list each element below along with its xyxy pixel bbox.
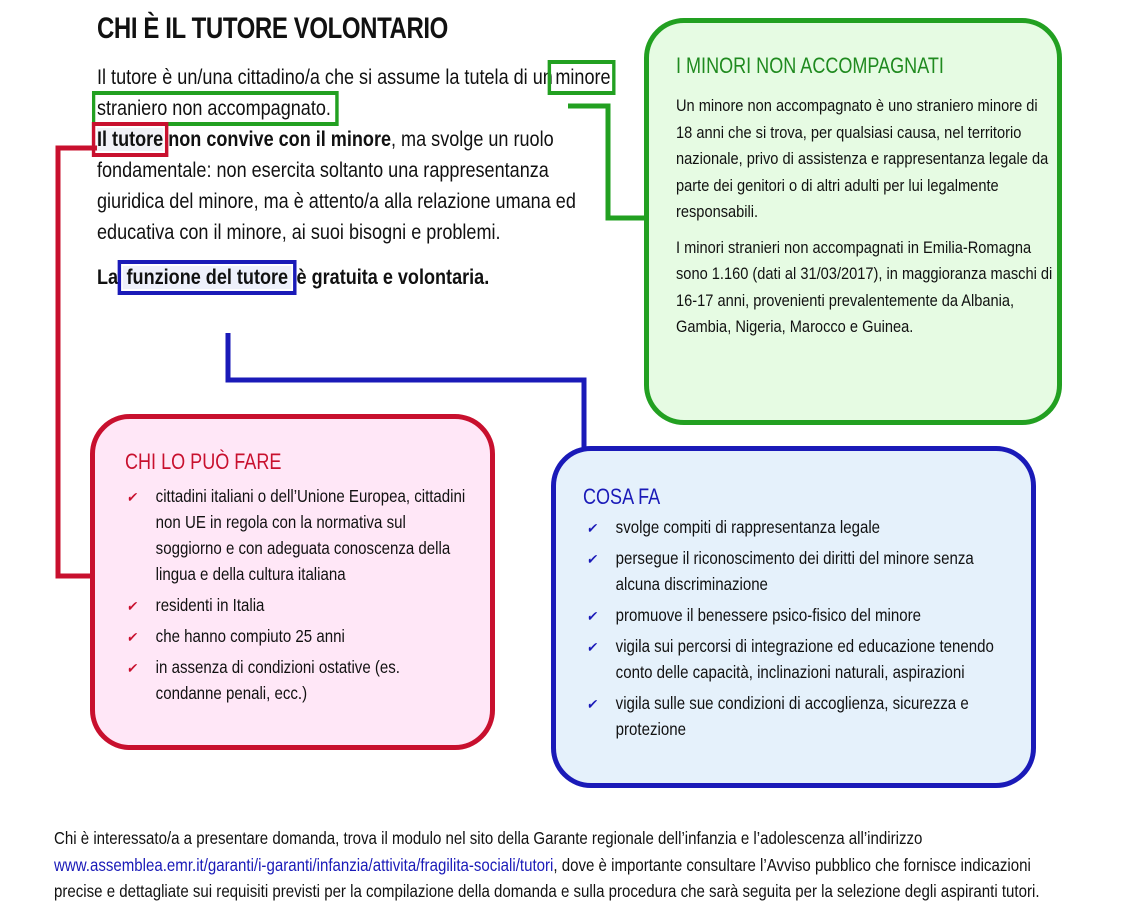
list-item: ✔ promuove il benessere psico-fisico del minore [583,602,1013,628]
minori-paragraph-2: I minori stranieri non accompagnati in Emilia-Romagna sono 1.160 (dati al 31/03/2017), in maggioranza maschi di 16-17 anni, provenienti prevalentemente da Albania, Gambia, Nigeria, Marocco e Guinea. [676,237,1053,336]
highlight-funzione: funzione del tutore [123,266,291,289]
footer-text: Chi è interessato/a a presentare domanda, trova il modulo nel sito della Garante regionale dell’infanzia e l’adolescenza all’indirizzo www.assemblea.emr.it/garanti/i-garanti/infanzia/attivita/fragilita-sociali/tutori, dove è importante consultare l’Avviso pubblico che fornisce indicazioni precise e dettagliate sui requisiti previsti per la compilazione della domanda e sulla procedura che sarà seguita per la selezione degli aspiranti tutori. [54,828,1040,901]
checkmark-icon: ✔ [126,660,137,676]
intro-paragraph-2: Il tutore non convive con il minore, ma svolge un ruolo fondamentale: non esercita soltanto una rappresentanza giuridica del minore, ma è attento/a alla relazione umana ed educativa con il minore, ai suoi bisogni e problemi. [97,128,576,244]
chi-lo-puo-fare-box [90,414,495,750]
intro-paragraph-1: Il tutore è un/una cittadino/a che si assume la tutela di un minore straniero non accompagnato. [97,66,611,120]
checkmark-icon: ✔ [586,639,597,655]
minori-text [676,93,1054,341]
checkmark-icon: ✔ [126,598,137,614]
list-item: ✔ persegue il riconoscimento dei diritti del minore senza alcuna discriminazione [586,548,974,594]
cosa-fa-box [551,446,1036,788]
list-item: ✔ vigila sulle sue condizioni di accoglienza, sicurezza e protezione [586,693,969,739]
cosa-title: COSA FA [583,484,661,509]
list-item: ✔ svolge compiti di rappresentanza legale [583,514,1013,540]
cosa-list [583,514,1013,747]
chi-list [123,483,467,711]
highlight-tutore: Il tutore [97,128,164,151]
tutori-link[interactable]: www.assemblea.emr.it/garanti/i-garanti/infanzia/attivita/fragilita-sociali/tutori [54,854,554,875]
checkmark-icon: ✔ [126,489,137,505]
checkmark-icon: ✔ [126,629,137,645]
intro-text [97,62,613,293]
page-title: CHI È IL TUTORE VOLONTARIO [97,12,448,45]
minori-title: I MINORI NON ACCOMPAGNATI [676,53,944,78]
checkmark-icon: ✔ [586,608,597,624]
list-item: ✔ in assenza di condizioni ostative (es. condanne penali, ecc.) [126,657,400,703]
list-item: ✔ cittadini italiani o dell’Unione Europea, cittadini non UE in regola con la normativa sul soggiorno e con adeguata conoscenza della lingua e della cultura italiana [126,486,466,584]
minori-box [644,18,1062,425]
list-item: ✔ che hanno compiuto 25 anni [123,623,467,649]
checkmark-icon: ✔ [586,520,597,536]
list-item: ✔ vigila sui percorsi di integrazione ed educazione tenendo conto delle capacità, inclinazioni naturali, aspirazioni [586,636,994,682]
checkmark-icon: ✔ [586,696,597,712]
highlight-minore: minore straniero non accompagnato. [97,66,611,120]
list-item: ✔ residenti in Italia [123,592,467,618]
minori-paragraph-1: Un minore non accompagnato è uno straniero minore di 18 anni che si trova, per qualsiasi causa, nel territorio nazionale, privo di assistenza e rappresentanza legale da parte dei genitori o di altri adulti per lui legalmente responsabili. [676,96,1049,221]
intro-paragraph-3: La funzione del tutore è gratuita e volontaria. [97,266,490,289]
chi-title: CHI LO PUÒ FARE [125,449,282,474]
checkmark-icon: ✔ [586,551,597,567]
